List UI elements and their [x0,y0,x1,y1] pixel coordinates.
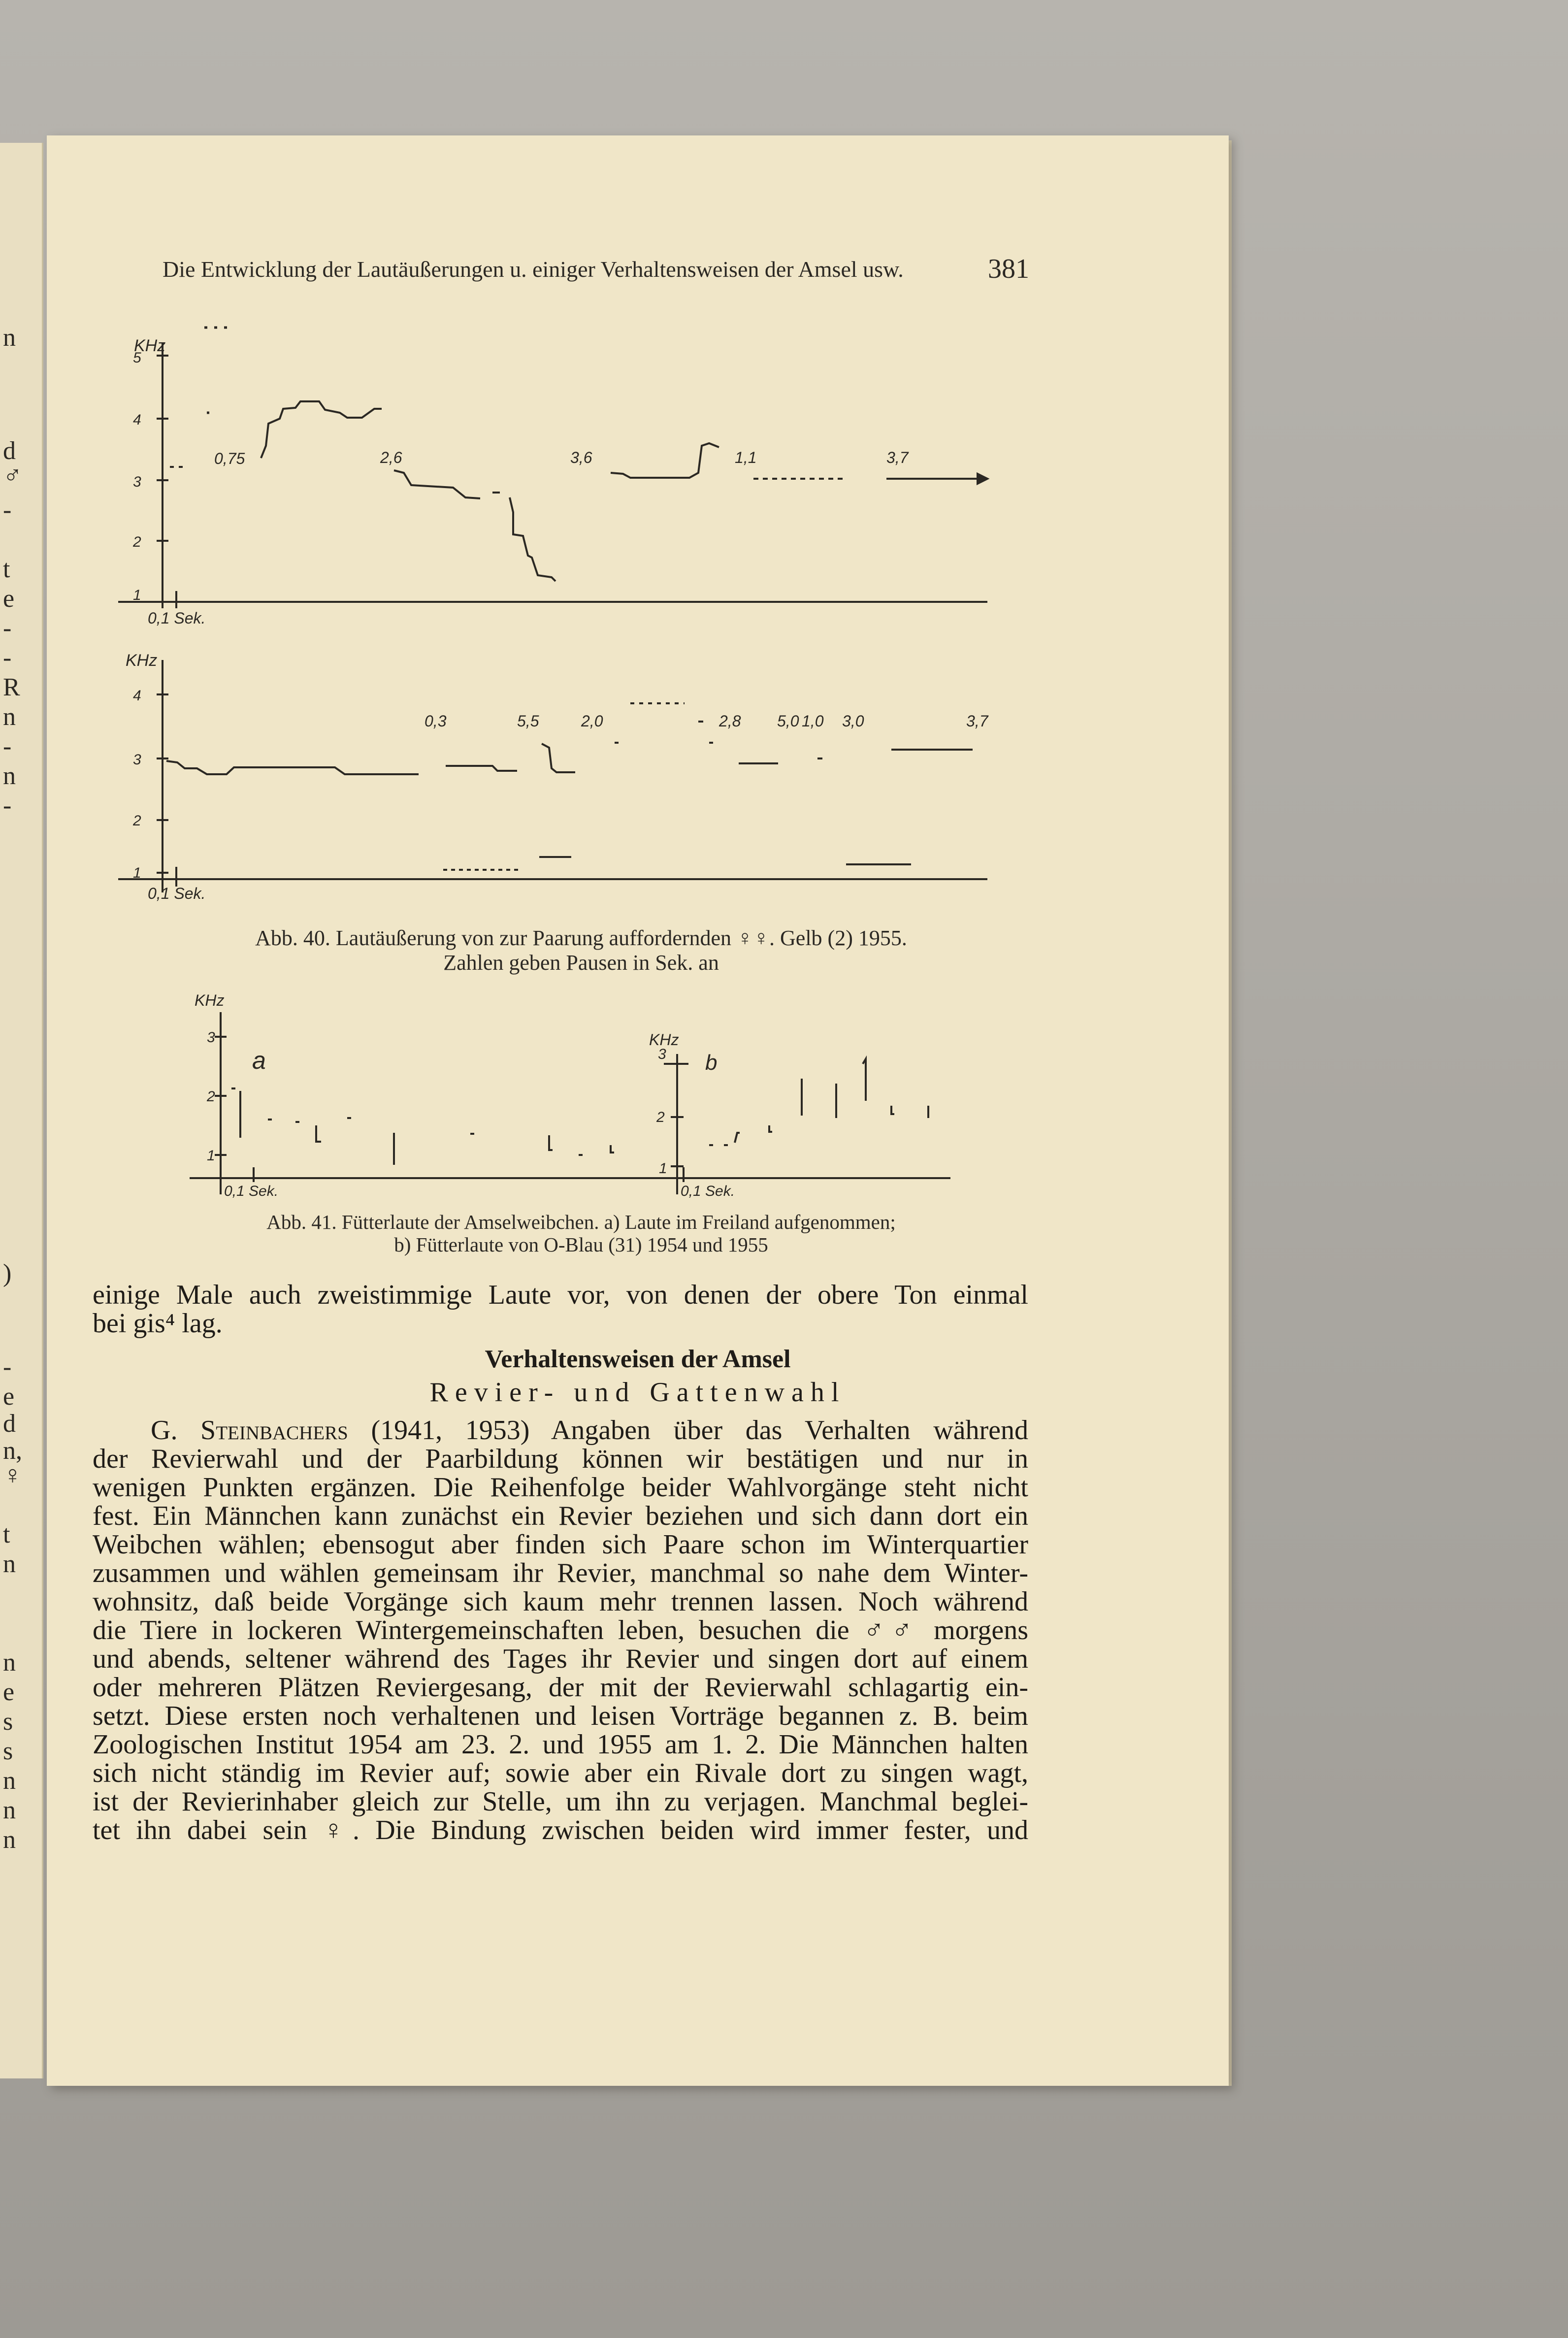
text-line: wenigen Punkten ergänzen. Die Reihenfolge beider Wahlvorgänge steht nicht [93,1472,1028,1503]
time-scale-label: 0,1 Sek. [681,1183,735,1199]
y-axis-unit-top: KHz [134,336,166,355]
margin-fragment: n [3,762,16,790]
section-heading: Verhaltensweisen der Amsel [485,1345,791,1373]
pause-label: 2,0 [581,712,603,730]
text-line: zusammen und wählen gemeinsam ihr Revier, manchmal so nahe dem Winter- [93,1558,1028,1588]
margin-fragment: n [3,1796,16,1824]
text-line: Zoologischen Institut 1954 am 23. 2. und 1955 am 1. 2. Die Männchen halten [93,1729,1028,1760]
margin-fragment: d [3,437,16,465]
y-tick: 4 [133,412,141,428]
pause-label: 1,1 [735,449,757,466]
margin-fragment: - [3,1353,12,1381]
y-tick: 3 [207,1029,215,1046]
page-number: 381 [988,254,1029,284]
margin-fragment: - [3,614,12,642]
y-tick: 2 [656,1109,665,1125]
y-tick: 4 [133,688,141,704]
text-line: ist der Revierinhaber gleich zur Stelle, um ihn zu verjagen. Manchmal beglei- [93,1786,1028,1817]
subsection-heading: Revier- und Gattenwahl [429,1377,846,1408]
margin-fragment: ♀ [3,1461,22,1489]
pause-label: 2,8 [719,712,741,730]
text-line: Weibchen wählen; ebensogut aber finden sich Paare schon im Winterquartier [93,1529,1028,1560]
margin-fragment: R [3,673,20,701]
margin-fragment: n [3,703,16,731]
margin-fragment: n [3,1826,16,1854]
margin-fragment: t [3,555,10,583]
figure-41 [0,980,1568,1212]
margin-fragment: e [3,1678,15,1706]
y-tick: 1 [133,587,141,603]
margin-fragment: n [3,1767,16,1795]
text-line: wohnsitz, daß beide Vorgänge sich kaum mehr trennen lassen. Noch während [93,1586,1028,1617]
y-tick: 1 [207,1148,215,1164]
intro-text [93,1281,1028,1338]
time-scale-label: 0,1 Sek. [148,885,206,902]
margin-fragment: ) [3,1259,12,1287]
text-line: die Tiere in lockeren Wintergemeinschaften leben, besuchen die ♂♂ morgens [93,1615,1028,1646]
margin-fragment: n [3,1648,16,1677]
margin-fragment: s [3,1737,13,1765]
y-axis-unit-b: KHz [649,1031,679,1049]
running-title: Die Entwicklung der Lautäußerungen u. einiger Verhaltensweisen der Amsel usw. [163,257,904,282]
y-tick: 1 [133,865,141,881]
pause-label: 0,75 [214,450,245,467]
margin-fragment: - [3,644,12,672]
caption-line: Abb. 40. Lautäußerung von zur Paarung auffordernden ♀♀. Gelb (2) 1955. [255,926,907,950]
y-tick: 3 [133,474,141,490]
pause-label: 3,6 [570,449,592,466]
margin-fragment: s [3,1708,13,1736]
text-line: sich nicht ständig im Revier auf; sowie aber ein Rivale dort zu singen wagt, [93,1758,1028,1788]
panel-label-b: b [705,1051,718,1075]
panel-label-a: a [252,1047,266,1074]
caption-line: Zahlen geben Pausen in Sek. an [443,951,719,975]
caption-line: Abb. 41. Fütterlaute der Amselweibchen. a) Laute im Freiland aufgenommen; [266,1211,896,1233]
pause-label: 0,3 [425,712,447,730]
margin-fragment: - [3,496,12,524]
text-line: tet ihn dabei sein ♀. Die Bindung zwischen beiden wird immer fester, und [93,1815,1028,1845]
text-line: G. Steinbachers (1941, 1953) Angaben über das Verhalten während [151,1415,1028,1446]
text-line: bei gis⁴ lag. [93,1308,223,1339]
margin-fragment: ♂ [3,461,22,490]
pause-label: 2,6 [380,449,402,466]
margin-fragment: - [3,732,12,760]
caption-line: b) Fütterlaute von O-Blau (31) 1954 und 1955 [394,1233,768,1256]
time-scale-label: 0,1 Sek. [148,609,206,627]
y-tick: 3 [658,1046,666,1062]
figure-40-caption [163,926,1000,975]
margin-fragment: n [3,324,16,352]
pause-label: 1,0 [802,712,824,730]
pause-label: 5,0 [777,712,799,730]
margin-fragment: t [3,1520,10,1548]
y-tick: 2 [133,534,141,550]
y-axis-unit-a: KHz [195,991,225,1009]
time-scale-label: 0,1 Sek. [224,1183,279,1199]
y-tick: 3 [133,752,141,768]
y-tick: 2 [207,1088,215,1105]
margin-fragment: d [3,1410,16,1438]
margin-fragment: - [3,791,12,820]
text-line: einige Male auch zweistimmige Laute vor, von denen der obere Ton einmal [93,1280,1028,1310]
pause-label: 3,7 [966,712,988,730]
text-line: fest. Ein Männchen kann zunächst ein Revier beziehen und sich dann dort ein [93,1501,1028,1531]
margin-fragment: e [3,1383,15,1411]
text-line: der Revierwahl und der Paarbildung können wir bestätigen und nur in [93,1444,1028,1474]
main-paragraph [93,1416,1028,1844]
figure-40 [0,0,1568,975]
text-line: oder mehreren Plätzen Reviergesang, der mit der Revierwahl schlagartig ein- [93,1672,1028,1703]
margin-fragment: n [3,1550,16,1578]
margin-fragment: n, [3,1437,22,1465]
pause-label: 5,5 [517,712,539,730]
figure-41-caption [163,1211,1000,1256]
y-tick: 2 [133,813,141,829]
text-line: setzt. Diese ersten noch verhaltenen und leisen Vorträge begannen z. B. beim [93,1701,1028,1731]
text-line: und abends, seltener während des Tages ihr Revier und singen dort auf einem [93,1644,1028,1674]
pause-label: 3,7 [886,449,909,466]
y-tick: 5 [133,350,141,366]
author-name: G. Steinbachers [151,1415,348,1446]
y-axis-unit-bottom: KHz [126,651,158,670]
margin-fragment: e [3,585,15,613]
pause-label: 3,0 [842,712,864,730]
y-tick: 1 [659,1160,667,1177]
